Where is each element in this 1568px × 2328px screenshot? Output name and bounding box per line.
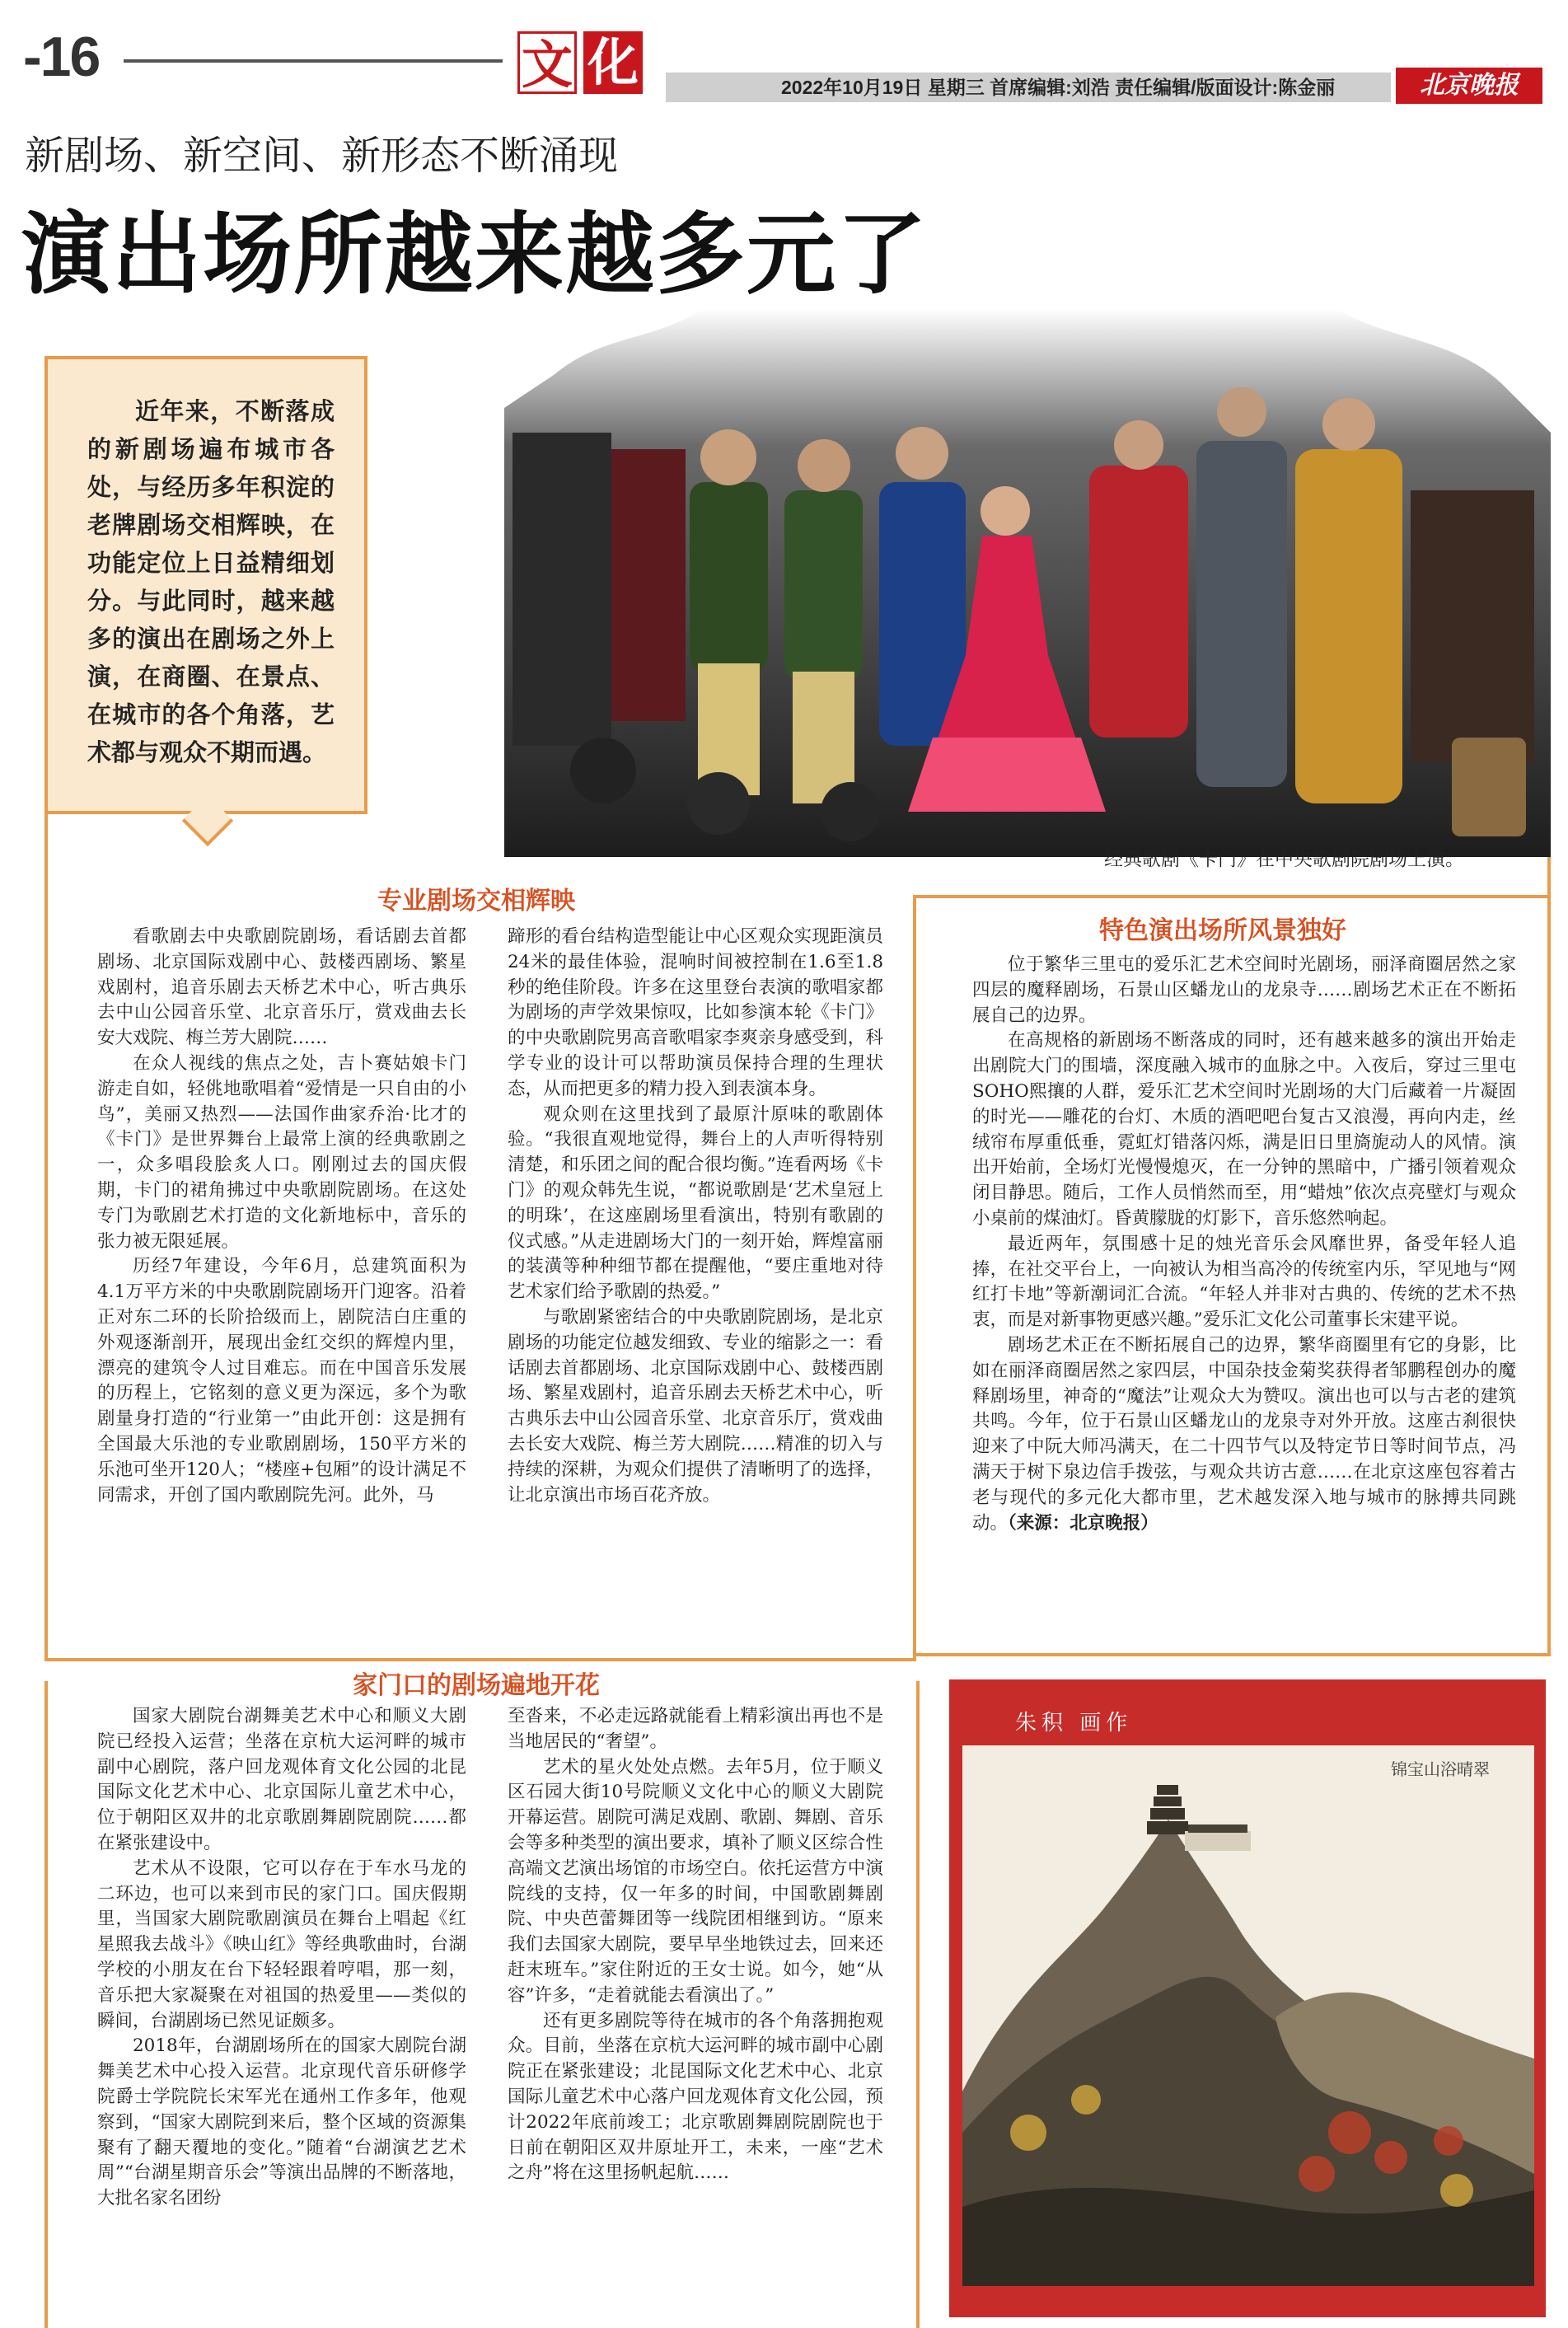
painting-inscription: 锦宝山浴晴翠 xyxy=(1391,1759,1490,1779)
painting-label: 朱积 画作 xyxy=(1015,1711,1133,1735)
section3-column-2 xyxy=(508,1704,883,2316)
frame-line-right-bottom xyxy=(913,1653,1551,1656)
section-title-1: 专业剧场交相辉映 xyxy=(377,887,575,916)
paragraph: 蹄形的看台结构造型能让中心区观众实现距演员24米的最佳体验，混响时间被控制在1.6至1.8秒的绝佳阶段。许多在这里登台表演的歌唱家都为剧场的声学效果惊叹，比如参演本轮《卡门》的中央歌剧院男高音歌唱家李爽亲身感受到，科学专业的设计可以帮助演员保持合理的生理状态，从而把更多的精力投入到表演本身。 xyxy=(508,926,883,1099)
paragraph-text: 剧场艺术正在不断拓展自己的边界，繁华商圈里有它的身影，比如在丽泽商圈居然之家四层，中国杂技金菊奖获得者邹鹏程创办的魔释剧场里，神奇的“魔法”让观众大为赞叹。演出也可以与古老的建筑共鸣。今年，位于石景山区蟠龙山的龙泉寺对外开放。这座古刹很快迎来了中阮大师冯满天，在二十四节气以及特定节日等时间节点，冯满天于树下泉边信手拨弦，与观众共访古意……在北京这座包容着古老与现代的多元化大都市里，艺术越发深入地与城市的脉搏共同跳动。 xyxy=(972,1334,1516,1534)
paragraph: 艺术从不设限，它可以存在于车水马龙的二环边，也可以来到市民的家门口。国庆假期里，当国家大剧院歌剧演员在舞台上唱起《红星照我去战斗》《映山红》等经典歌曲时，台湖学校的小朋友在台下轻轻跟着哼唱，那一刻，音乐把大家凝聚在对祖国的热爱里——类似的瞬间，台湖剧场已然见证颇多。 xyxy=(97,1857,466,2031)
frame-line-left xyxy=(44,814,48,1661)
subtitle: 新剧场、新空间、新形态不断涌现 xyxy=(25,133,619,179)
section-tag xyxy=(517,31,649,99)
paragraph: 最近两年，氛围感十足的烛光音乐会风靡世界，备受年轻人追捧，在社交平台上，一向被认为相当高冷的传统室内乐，罕见地与“网红打卡地”等新潮词汇合流。“年轻人并非对古典的、传统的艺术不热衷，而是对新事物更感兴趣。”爱乐汇文化公司董事长宋建平说。 xyxy=(972,1233,1516,1331)
paragraph: 观众则在这里找到了最原汁原味的歌剧体验。“我很直观地觉得，舞台上的人声听得特别清楚，和乐团之间的配合很均衡。”连看两场《卡门》的观众韩先生说，“都说歌剧是‘艺术皇冠上的明珠’，在这座剧场里看演出，特别有歌剧的仪式感。”从走进剧场大门的一刻开始，辉煌富丽的装潢等种种细节都在提醒他，“要庄重地对待艺术家们给予歌剧的热爱。” xyxy=(508,1103,883,1303)
paragraph: 与歌剧紧密结合的中央歌剧院剧场，是北京剧场的功能定位越发细致、专业的缩影之一：看话剧去首都剧场、北京国际戏剧中心、鼓楼西剧场、繁星戏剧村，追音乐剧去天桥艺术中心，听古典乐去中山公园音乐堂、北京音乐厅，赏戏曲去长安大戏院、梅兰芳大剧院……精准的切入与持续的深耕，为观众们提供了清晰明了的选择，让北京演出市场百花齐放。 xyxy=(508,1306,883,1506)
dateline: 2022年10月19日 星期三 首席编辑:刘浩 责任编辑/版面设计:陈金丽 xyxy=(666,73,1391,102)
section1-column-2 xyxy=(508,925,883,1635)
paragraph: 还有更多剧院等待在城市的各个角落拥抱观众。目前，坐落在京杭大运河畔的城市副中心剧院正在紧张建设；北昆国际文化艺术中心、北京国际儿童艺术中心落户回龙观体育文化公园，预计2022年底前竣工；北京歌剧舞剧院剧院也于日前在朝阳区双井原址开工，未来，一座“艺术之舟”将在这里扬帆起航…… xyxy=(508,2010,883,2184)
masthead-logo: 北京晚报 xyxy=(1396,68,1542,104)
section-title-2: 特色演出场所风景独好 xyxy=(1099,916,1346,945)
headline: 演出场所越来越多元了 xyxy=(21,204,929,307)
header-rule xyxy=(124,59,503,63)
frame-line-mid-vertical xyxy=(913,898,916,1661)
frame-line-sec3-left xyxy=(44,1681,48,2328)
carmen-stage-illustration xyxy=(504,309,1551,857)
section-char-1: 文 xyxy=(517,31,577,94)
opera-photo xyxy=(504,309,1551,857)
source-credit: （来源：北京晚报） xyxy=(1008,1512,1158,1534)
section1-column-1 xyxy=(97,925,466,1635)
frame-line-right xyxy=(1547,857,1551,1655)
section3-column-1 xyxy=(97,1704,466,2316)
section2-column xyxy=(972,953,1516,1638)
photo-caption: 经典歌剧《卡门》在中央歌剧院剧场上演。 xyxy=(1104,849,1464,870)
frame-line-top-right xyxy=(913,895,1551,898)
paragraph: 至沓来，不必走远路就能看上精彩演出再也不是当地居民的“奢望”。 xyxy=(508,1706,883,1752)
paragraph: 在高规格的新剧场不断落成的同时，还有越来越多的演出开始走出剧院大门的围墙，深度融入城市的血脉之中。入夜后，穿过三里屯SOHO熙攘的人群，爱乐汇艺术空间时光剧场的大门后藏着一片凝固的时光——雕花的台灯、木质的酒吧吧台复古又浪漫，再向内走，丝绒帘布厚重低垂，霓虹灯错落闪烁，满是旧日里旖旎动人的风情。演出开始前，全场灯光慢慢熄灭，在一分钟的黑暗中，广播引领着观众闭目静思。随后，工作人员悄然而至，用“蜡烛”依次点亮壁灯与观众小桌前的煤油灯。昏黄朦胧的灯影下，音乐悠然响起。 xyxy=(972,1030,1516,1229)
section-char-2: 化 xyxy=(583,31,643,94)
frame-line-left-bottom xyxy=(44,1658,916,1661)
mountain-pagoda-painting xyxy=(962,1745,1534,2286)
paragraph: 在众人视线的焦点之处，吉卜赛姑娘卡门游走自如，轻佻地歌唱着“爱情是一只自由的小鸟”，美丽又热烈——法国作曲家乔治·比才的《卡门》是世界舞台上最常上演的经典歌剧之一，众多唱段脍炙人口。刚刚过去的国庆假期，卡门的裙角拂过中央歌剧院剧场。在这处专门为歌剧艺术打造的文化新地标中，音乐的张力被无限延展。 xyxy=(97,1052,466,1252)
paragraph: 位于繁华三里屯的爱乐汇艺术空间时光剧场，丽泽商圈居然之家四层的魔释剧场，石景山区蟠龙山的龙泉寺……剧场艺术正在不断拓展自己的边界。 xyxy=(972,954,1516,1026)
paragraph: 看歌剧去中央歌剧院剧场，看话剧去首都剧场、北京国际戏剧中心、鼓楼西剧场、繁星戏剧村，追音乐剧去天桥艺术中心，听古典乐去中山公园音乐堂、北京音乐厅，赏戏曲去长安大戏院、梅兰芳大剧院…… xyxy=(97,926,466,1049)
section-title-3: 家门口的剧场遍地开花 xyxy=(353,1671,600,1700)
paragraph: 2018年，台湖剧场所在的国家大剧院台湖舞美艺术中心投入运营。北京现代音乐研修学院爵士学院院长宋军光在通州工作多年，他观察到，“国家大剧院到来后，整个区域的资源集聚有了翻天覆地的变化。”随着“台湖演艺艺术周”“台湖星期音乐会”等演出品牌的不断落地，大批名家名团纷 xyxy=(97,2035,466,2209)
paragraph: 国家大剧院台湖舞美艺术中心和顺义大剧院已经投入运营；坐落在京杭大运河畔的城市副中心剧院，落户回龙观体育文化公园的北昆国际文化艺术中心、北京国际儿童艺术中心，位于朝阳区双井的北京歌剧舞剧院剧院……都在紧张建设中。 xyxy=(97,1706,466,1853)
frame-line-sec3-right xyxy=(916,1681,920,2328)
paragraph: 艺术的星火处处点燃。去年5月，位于顺义区石园大街10号院顺义文化中心的顺义大剧院开幕运营。剧院可满足戏剧、歌剧、舞剧、音乐会等多种类型的演出要求，填补了顺义区综合性高端文艺演出场馆的市场空白。依托运营方中演院线的支持，仅一年多的时间，中国歌剧舞剧院、中央芭蕾舞团等一线院团相继到访。“原来我们去国家大剧院，要早早坐地铁过去，回来还赶末班车。”家住附近的王女士说。如今，她“从容”许多，“走着就能去看演出了。” xyxy=(508,1756,883,2006)
landscape-painting xyxy=(962,1745,1534,2286)
lead-text: 近年来，不断落成的新剧场遍布城市各处，与经历多年积淀的老牌剧场交相辉映，在功能定位上日益精细划分。与此同时，越来越多的演出在剧场之外上演，在商圈、在景点、在城市的各个角落，艺术都与观众不期而遇。 xyxy=(87,397,335,766)
paragraph xyxy=(972,1333,1516,1536)
paragraph: 历经7年建设，今年6月，总建筑面积为4.1万平方米的中央歌剧院剧场开门迎客。沿着正对东二环的长阶拾级而上，剧院洁白庄重的外观逐渐剖开，展现出金红交织的辉煌内里，漂亮的建筑令人过目难忘。而在中国音乐发展的历程上，它铭刻的意义更为深远，多个为歌剧量身打造的“行业第一”由此开创：这是拥有全国最大乐池的专业歌剧剧场，150平方米的乐池可坐开120人；“楼座+包厢”的设计满足不同需求，开创了国内歌剧院先河。此外，马 xyxy=(97,1256,466,1506)
page-number: -16 xyxy=(23,26,100,88)
lead-box xyxy=(44,356,367,814)
